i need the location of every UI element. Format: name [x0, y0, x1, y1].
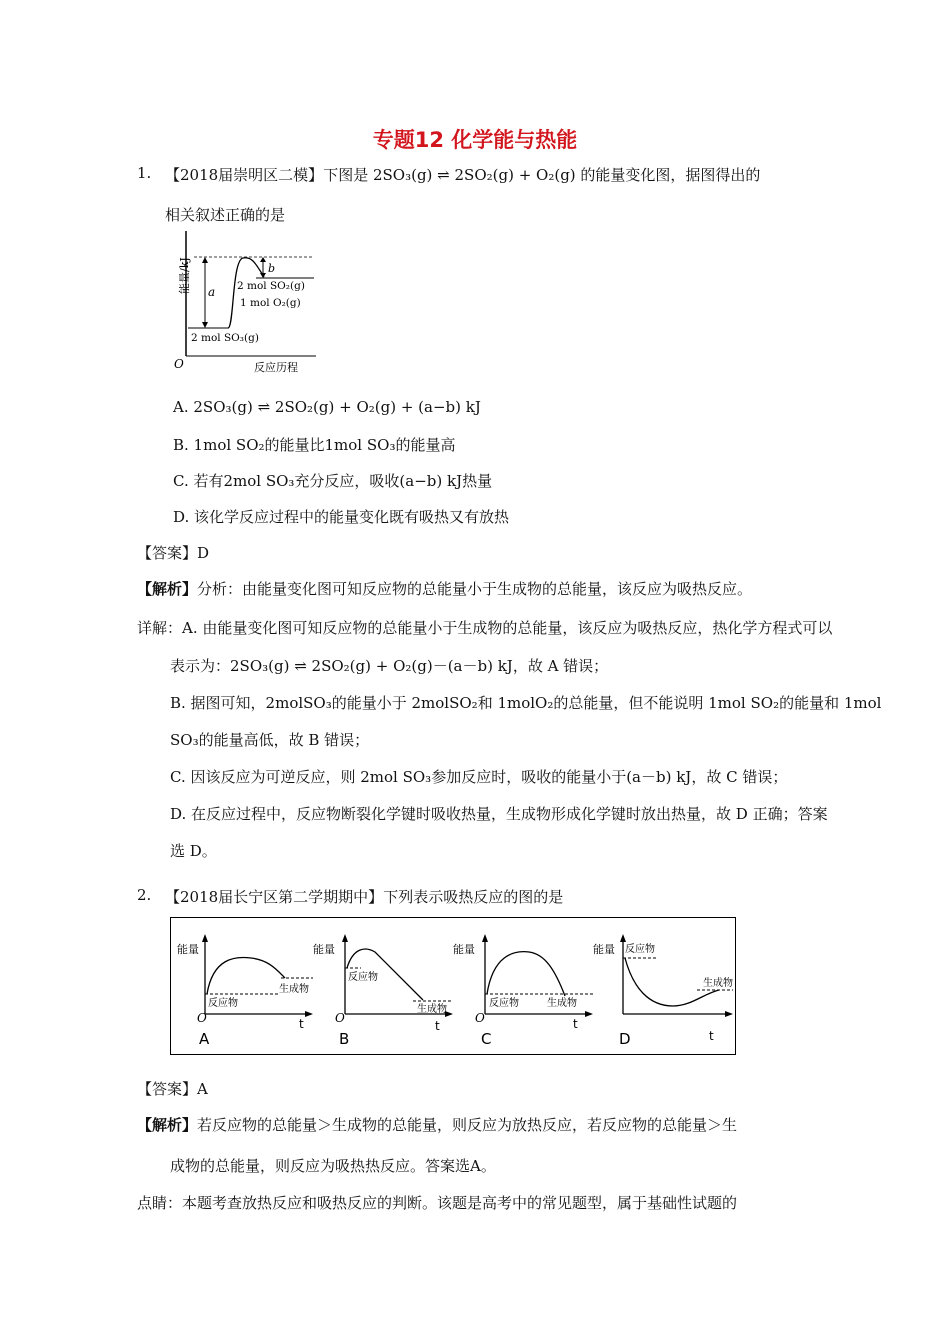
- q1-label-b: b: [268, 262, 276, 275]
- q2-source: 【2018届长宁区第二学期期中】: [165, 888, 384, 906]
- q1-detail-line7: 选 D。: [170, 842, 217, 860]
- q2-stem: 下列表示吸热反应的图的是: [383, 888, 564, 906]
- q1-ylabel: 能量/kJ: [178, 257, 191, 294]
- q2-analysis-line2: 成物的总能量，则反应为吸热热反应。答案选A。: [170, 1157, 496, 1175]
- q1-stem-line1: [165, 164, 760, 185]
- q1-detail-line2: 表示为：2SO₃(g) ⇌ 2SO₂(g) + O₂(g)－(a－b) kJ，故 A 错误；: [170, 657, 609, 675]
- q2-c-reactant: 反应物: [489, 998, 519, 1009]
- q2-a-letter: A: [199, 1030, 210, 1048]
- q1-source: 【2018届崇明区二模】: [165, 166, 324, 184]
- q2-a-product: 生成物: [279, 984, 309, 995]
- q2-b-reactant: 反应物: [348, 972, 378, 983]
- q2-panel-c: [453, 918, 593, 1053]
- q2-a-origin: O: [197, 1011, 207, 1025]
- q1-label-a: a: [208, 285, 216, 299]
- q1-detail-line3: B. 据图可知，2molSO₃的能量小于 2molSO₂和 1molO₂的总能量，但不能说明 1mol SO₂的能量和 1mol: [170, 694, 882, 712]
- q1-origin: O: [174, 357, 184, 371]
- q1-reactant: 2 mol SO₃(g): [191, 332, 259, 344]
- q1-option-d: D. 该化学反应过程中的能量变化既有吸热又有放热: [173, 508, 510, 526]
- q2-comment: 点睛：本题考查放热反应和吸热反应的判断。该题是高考中的常见题型，属于基础性试题的: [137, 1194, 738, 1212]
- q2-analysis-text1: 若反应物的总能量＞生成物的总能量，则反应为放热反应，若反应物的总能量＞生: [197, 1116, 738, 1134]
- q1-option-b: B. 1mol SO₂的能量比1mol SO₃的能量高: [173, 436, 456, 454]
- q1-detail-line1: 详解：A. 由能量变化图可知反应物的总能量小于生成物的总能量，该反应为吸热反应，热化学方程式可以: [137, 619, 833, 637]
- q2-a-x: t: [299, 1017, 304, 1031]
- q2-c-x: t: [573, 1017, 578, 1031]
- q2-analysis-tag: 【解析】: [137, 1116, 198, 1134]
- q2-b-x: t: [435, 1019, 440, 1033]
- q1-detail-line5: C. 因该反应为可逆反应，则 2mol SO₃参加反应时，吸收的能量小于(a－b) kJ，故 C 错误；: [170, 768, 788, 786]
- q2-d-product: 生成物: [703, 978, 733, 989]
- q2-a-reactant: 反应物: [208, 998, 238, 1009]
- q2-b-product: 生成物: [417, 1004, 447, 1015]
- q1-xlabel: 反应历程: [254, 361, 298, 374]
- q1-stem: 下图是 2SO₃(g) ⇌ 2SO₂(g) + O₂(g) 的能量变化图，据图得出的: [323, 166, 761, 184]
- q2-d-letter: D: [619, 1030, 631, 1048]
- page-title: 专题12 化学能与热能: [372, 128, 578, 152]
- q1-product-line1: 2 mol SO₂(g): [237, 280, 305, 292]
- q2-d-ylabel: 能量: [593, 943, 615, 956]
- q1-stem-line2: 相关叙述正确的是: [165, 206, 286, 224]
- q2-c-product: 生成物: [547, 998, 577, 1009]
- q2-d-x: t: [709, 1029, 714, 1043]
- q2-d-reactant: 反应物: [625, 944, 655, 955]
- q2-panel-a: [173, 918, 313, 1053]
- q2-c-letter: C: [481, 1030, 492, 1048]
- q1-analysis: [137, 578, 752, 599]
- q2-c-ylabel: 能量: [453, 943, 475, 956]
- q1-answer: 【答案】D: [137, 544, 210, 562]
- q1-number: 1.: [137, 164, 152, 182]
- q2-panel-d: [593, 918, 733, 1053]
- q2-b-origin: O: [335, 1011, 345, 1025]
- q1-option-a: A. 2SO₃(g) ⇌ 2SO₂(g) + O₂(g) + (a−b) kJ: [173, 398, 481, 416]
- q2-stem-line: [165, 886, 563, 907]
- q1-detail-line6: D. 在反应过程中，反应物断裂化学键时吸收热量，生成物形成化学键时放出热量，故 D 正确；答案: [170, 805, 828, 823]
- q2-a-ylabel: 能量: [177, 943, 199, 956]
- q2-panel-b: [313, 918, 453, 1053]
- q1-detail-line4: SO₃的能量高低，故 B 错误；: [170, 731, 370, 749]
- q2-figure-panels: [170, 917, 736, 1055]
- q2-analysis-line1: [137, 1114, 737, 1135]
- q2-b-letter: B: [339, 1030, 350, 1048]
- q1-energy-diagram: [168, 228, 318, 376]
- q2-answer: 【答案】A: [137, 1080, 208, 1098]
- q2-b-ylabel: 能量: [313, 943, 335, 956]
- q1-option-c: C. 若有2mol SO₃充分反应，吸收(a−b) kJ热量: [173, 472, 493, 490]
- q1-analysis-text: 分析：由能量变化图可知反应物的总能量小于生成物的总能量，该反应为吸热反应。: [197, 580, 753, 598]
- q1-product-line2: 1 mol O₂(g): [240, 297, 301, 309]
- q2-c-origin: O: [475, 1011, 485, 1025]
- q2-number: 2.: [137, 886, 152, 904]
- q1-analysis-tag: 【解析】: [137, 580, 198, 598]
